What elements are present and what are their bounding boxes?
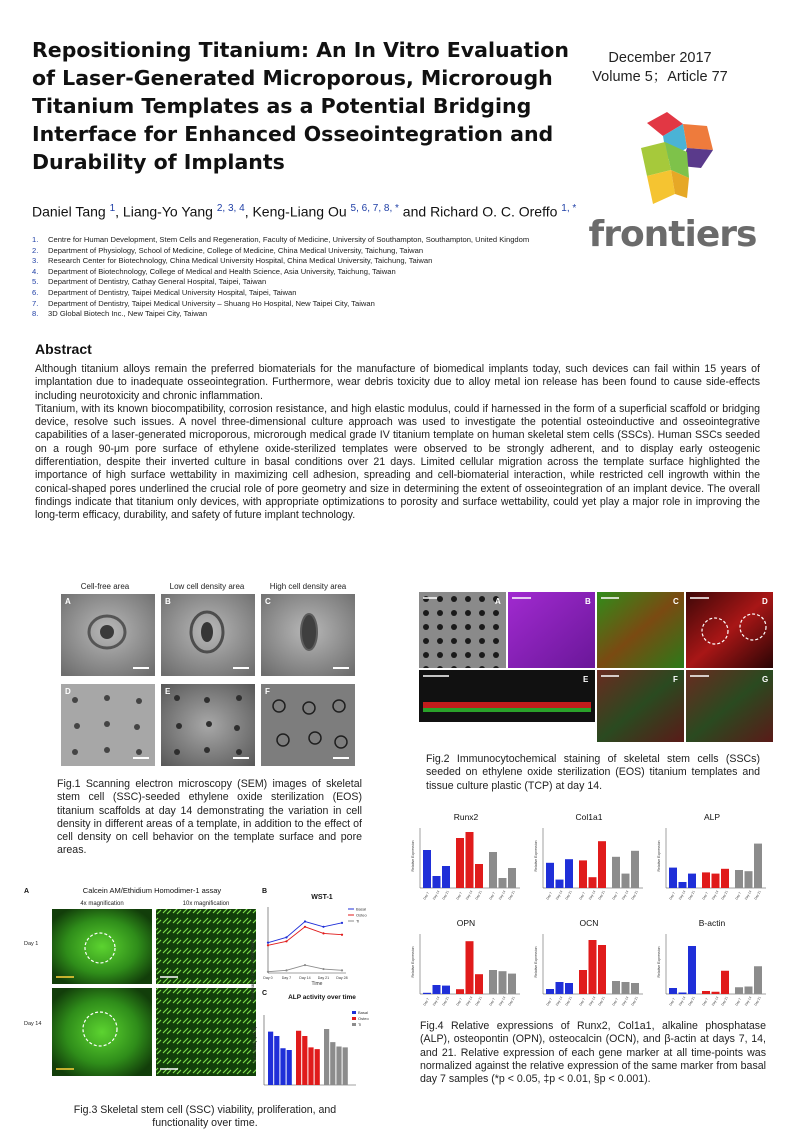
fig4-svg — [404, 808, 774, 1020]
gene-x-tick-label: Day 7 — [734, 891, 743, 901]
alp-bar — [280, 1048, 285, 1085]
gene-chart — [657, 918, 766, 1007]
wst1-series-line — [268, 922, 342, 943]
gene-bar — [598, 841, 606, 888]
gene-x-tick-label: Day 14 — [677, 889, 687, 901]
fig3-svg — [22, 885, 382, 1100]
gene-x-tick-label: Day 14 — [710, 889, 720, 901]
wst1-data-point — [267, 942, 269, 944]
gene-x-tick-label: Day 14 — [464, 889, 474, 901]
fig3-mag-label: 4x magnification — [80, 901, 124, 907]
gene-chart — [657, 812, 766, 901]
alp-bar — [268, 1032, 273, 1085]
affiliation-number: 3. — [32, 256, 39, 266]
wst1-data-point — [267, 971, 269, 973]
fig1-panel-letter: D — [65, 687, 71, 696]
fig1-panel-letter: C — [265, 597, 271, 606]
fig2-panel-letter: E — [583, 675, 589, 684]
sem-pore — [301, 614, 317, 650]
gene-chart-y-label: Relative Expression — [534, 946, 538, 978]
fig2-icc-grid — [419, 592, 773, 742]
gene-bar — [735, 987, 743, 994]
calcein-image-day1-4x — [52, 909, 152, 984]
gene-x-tick-label: Day 14 — [554, 995, 564, 1007]
calcein-image-day14-10x — [156, 988, 256, 1076]
gene-bar — [456, 838, 464, 888]
fig2-caption: Fig.2 Immunocytochemical staining of skeletal stem cells (SSCs) seeded on ethylene oxide sterilization (EOS) titanium templates and tissue culture plastic (TCP) at day 14. — [426, 753, 760, 792]
alp-legend-swatch — [352, 1017, 356, 1020]
wst1-chart — [263, 907, 367, 981]
gene-chart — [534, 812, 643, 901]
calcein-image-day1-10x — [156, 909, 256, 984]
gene-bar — [679, 882, 687, 888]
gene-chart-title: Runx2 — [453, 812, 479, 822]
gene-chart-y-label: Relative Expression — [657, 840, 661, 872]
affiliation-number: 2. — [32, 245, 39, 255]
gene-x-tick-label: Day 7 — [422, 997, 431, 1007]
gene-x-tick-label: Day 7 — [701, 891, 710, 901]
gene-x-tick-label: Day 21 — [720, 995, 729, 1007]
gene-x-tick-label: Day 14 — [743, 889, 753, 901]
gene-bar — [466, 832, 474, 888]
calcein-image-day14-4x — [52, 988, 152, 1076]
alp-y-axis-label: ALP activity (U/ml) — [252, 1026, 257, 1064]
gene-x-tick-label: Day 7 — [455, 997, 464, 1007]
fig3-panel-letter: C — [262, 990, 268, 997]
alp-bar — [274, 1036, 279, 1085]
gene-x-tick-label: Day 21 — [630, 889, 639, 901]
author-name: Keng-Liang Ou — [252, 203, 347, 220]
gene-bar — [579, 970, 587, 994]
alp-chart-title: ALP activity over time — [288, 994, 356, 1001]
gene-x-tick-label: Day 14 — [497, 889, 507, 901]
affiliation-text: Department of Dentistry, Taipei Medical University – Shuang Ho Hospital, New Taipei City, Taiwan — [48, 298, 375, 308]
gene-bar — [499, 878, 507, 888]
gene-x-tick-label: Day 21 — [507, 889, 516, 901]
wst1-series-line — [268, 927, 342, 945]
issue-info — [585, 49, 735, 87]
alp-bar — [308, 1047, 313, 1085]
frontiers-wordmark: frontiers — [588, 214, 757, 255]
alp-activity-chart — [264, 1010, 369, 1085]
wst1-x-tick-label: Day 21 — [317, 976, 330, 980]
author-separator: , — [115, 203, 123, 220]
fig1-panel-letter: A — [65, 597, 71, 606]
gene-bar — [556, 982, 564, 994]
gene-x-tick-label: Day 21 — [474, 889, 483, 901]
gene-x-tick-label: Day 14 — [710, 995, 720, 1007]
gene-x-tick-label: Day 7 — [578, 891, 587, 901]
gene-x-tick-label: Day 14 — [497, 995, 507, 1007]
gene-x-tick-label: Day 7 — [611, 997, 620, 1007]
fig4-gene-expression — [404, 808, 774, 1020]
gene-chart — [411, 812, 520, 901]
fig1-panel-letter: E — [165, 687, 171, 696]
affiliation-number: 4. — [32, 266, 39, 276]
gene-bar — [702, 872, 710, 888]
gene-bar — [499, 971, 507, 994]
gene-bar — [546, 863, 554, 888]
wst1-y-axis-label: Absorbance (OD = 450/690nm) — [250, 938, 255, 1002]
wst1-data-point — [322, 932, 324, 934]
affiliation-number: 7. — [32, 298, 39, 308]
gene-bar — [612, 857, 620, 888]
gene-x-tick-label: Day 21 — [597, 995, 606, 1007]
alp-bar — [296, 1031, 301, 1085]
abstract-body — [35, 363, 760, 523]
icc-image-f — [597, 670, 684, 742]
gene-bar — [754, 844, 762, 888]
fig1-sem-images — [57, 580, 357, 770]
icc-image-g — [686, 670, 773, 742]
fig2-panel-letter: A — [495, 597, 501, 606]
affiliation-item — [32, 246, 562, 257]
wst1-chart-title: WST-1 — [311, 894, 333, 901]
alp-bar — [330, 1042, 335, 1085]
icc-cross-section-red — [423, 702, 591, 708]
gene-bar — [565, 983, 573, 994]
fig1-sem-grid — [57, 580, 357, 770]
affiliation-text: Department of Dentistry, Taipei Medical University Hospital, Taipei, Taiwan — [48, 287, 297, 297]
gene-chart — [534, 918, 643, 1007]
affiliation-item — [32, 267, 562, 278]
frontiers-logo — [585, 108, 760, 253]
gene-chart-title: Col1a1 — [575, 812, 603, 822]
alp-legend-label: Osteo — [358, 1016, 369, 1021]
gene-chart-title: B-actin — [698, 918, 726, 928]
gene-x-tick-label: Day 14 — [743, 995, 753, 1007]
gene-bar — [721, 971, 729, 994]
gene-x-tick-label: Day 7 — [488, 997, 497, 1007]
fig2-panel-letter: B — [585, 597, 591, 606]
fig3-panel-letter: A — [24, 888, 30, 895]
gene-chart-y-label: Relative Expression — [657, 946, 661, 978]
fig3-caption: Fig.3 Skeletal stem cell (SSC) viability, proliferation, and functionality over time. — [73, 1104, 337, 1130]
icc-image-b — [508, 592, 595, 668]
gene-x-tick-label: Day 14 — [464, 995, 474, 1007]
gene-bar — [631, 851, 639, 888]
gene-bar — [423, 850, 431, 888]
gene-bar — [669, 868, 677, 888]
sem-image-f — [261, 684, 355, 766]
gene-bar — [546, 989, 554, 994]
author-list — [32, 203, 592, 220]
fig2-panel-letter: G — [762, 675, 769, 684]
affiliation-text: Centre for Human Development, Stem Cells and Regeneration, Faculty of Medicine, University of Southampton, Southampton, United Kingdom — [48, 235, 530, 244]
gene-bar — [688, 874, 696, 888]
gene-bar — [721, 869, 729, 888]
fig1-panel-letter: F — [265, 687, 270, 696]
fig2-icc-images — [419, 592, 773, 742]
gene-x-tick-label: Day 21 — [753, 995, 762, 1007]
fig1-panel-letter: B — [165, 597, 171, 606]
gene-x-tick-label: Day 21 — [630, 995, 639, 1007]
affiliation-text: Department of Dentistry, Cathay General Hospital, Taipei, Taiwan — [48, 277, 267, 287]
gene-x-tick-label: Day 21 — [474, 995, 483, 1007]
gene-bar — [622, 874, 630, 888]
wst1-data-point — [341, 969, 343, 971]
gene-chart-title: OCN — [579, 918, 599, 928]
gene-bar — [508, 974, 516, 994]
gene-chart-y-label: Relative Expression — [411, 840, 415, 872]
wst1-legend-label: Basal — [356, 906, 367, 912]
gene-x-tick-label: Day 7 — [422, 891, 431, 901]
gene-x-tick-label: Day 14 — [431, 889, 441, 901]
wst1-legend-label: Osteo — [356, 912, 367, 918]
gene-x-tick-label: Day 14 — [620, 995, 630, 1007]
icc-image-d — [686, 592, 773, 668]
author-name: Liang-Yo Yang — [122, 203, 213, 220]
author-affiliation-ref: 5, 6, 7, 8, * — [350, 203, 399, 214]
wst1-data-point — [341, 934, 343, 936]
gene-bar — [475, 864, 483, 888]
fig3-panel-letter: B — [262, 888, 268, 895]
gene-x-tick-label: Day 21 — [564, 995, 573, 1007]
alp-legend-swatch — [352, 1011, 356, 1014]
gene-bar — [442, 986, 450, 994]
fig1-col-title: Cell-free area — [80, 582, 130, 591]
wst1-data-point — [341, 922, 343, 924]
affiliation-number: 5. — [32, 277, 39, 287]
gene-bar — [489, 852, 497, 888]
gene-bar — [508, 868, 516, 888]
gene-x-tick-label: Day 7 — [545, 891, 554, 901]
author-name: Daniel Tang — [32, 203, 106, 220]
wst1-x-tick-label: Day 28 — [336, 976, 348, 980]
gene-bar — [466, 941, 474, 994]
affiliation-item — [32, 299, 562, 310]
gene-chart-y-label: Relative Expression — [534, 840, 538, 872]
gene-x-tick-label: Day 14 — [677, 995, 687, 1007]
gene-bar — [688, 946, 696, 994]
gene-bar — [598, 945, 606, 994]
abstract-paragraph: Although titanium alloys remain the preferred biomaterials for the manufacture of biomedical implants today, such devices can fail within 15 years of implantation due to inadequate osseointegration. Furthermore, wear debris toxicity due to alloy metal ion release has been found to cause side-effects including neurotoxicity and chronic inflammation. — [35, 363, 760, 402]
gene-bar — [565, 859, 573, 888]
gene-x-tick-label: Day 7 — [488, 891, 497, 901]
alp-legend-swatch — [352, 1023, 356, 1026]
wst1-legend-label: Ti — [356, 918, 360, 924]
wst1-data-point — [322, 968, 324, 970]
wst1-data-point — [285, 969, 287, 971]
gene-x-tick-label: Day 14 — [587, 995, 597, 1007]
author-separator: and — [398, 203, 431, 220]
author-affiliation-ref: 2, 3, 4 — [216, 203, 245, 214]
sem-pore-center — [100, 625, 114, 639]
gene-bar — [712, 992, 720, 994]
alp-bar — [287, 1050, 292, 1085]
wst1-data-point — [285, 940, 287, 942]
gene-bar — [475, 974, 483, 994]
gene-x-tick-label: Day 21 — [597, 889, 606, 901]
gene-x-tick-label: Day 21 — [507, 995, 516, 1007]
wst1-data-point — [322, 926, 324, 928]
wst1-data-point — [304, 926, 306, 928]
icc-image-a — [419, 592, 506, 668]
fig3-mag-label: 10x magnification — [182, 901, 230, 907]
gene-x-tick-label: Day 7 — [701, 997, 710, 1007]
gene-bar — [735, 870, 743, 888]
fig3-panel-a-title: Calcein AM/Ethidium Homodimer-1 assay — [82, 886, 222, 895]
gene-x-tick-label: Day 7 — [668, 997, 677, 1007]
wst1-x-tick-label: Day 7 — [281, 976, 292, 980]
affiliation-item — [32, 309, 562, 320]
alp-bar — [343, 1047, 348, 1085]
gene-x-tick-label: Day 7 — [734, 997, 743, 1007]
gene-bar — [712, 874, 720, 888]
icc-cross-section-green — [423, 708, 591, 712]
gene-x-tick-label: Day 14 — [431, 995, 441, 1007]
affiliation-number: 6. — [32, 287, 39, 297]
frontiers-cube-icon — [625, 108, 725, 213]
gene-chart — [411, 918, 520, 1007]
affiliation-number: 1. — [32, 235, 39, 244]
gene-x-tick-label: Day 14 — [587, 889, 597, 901]
affiliation-item — [32, 235, 562, 246]
affiliation-text: Department of Physiology, School of Medicine, College of Medicine, China Medical University, Taichung, Taiwan — [48, 245, 424, 255]
gene-bar — [456, 989, 464, 994]
fig2-panel-letter: C — [673, 597, 679, 606]
fig3-row-label: Day 1 — [24, 941, 39, 947]
gene-x-tick-label: Day 14 — [620, 889, 630, 901]
fig2-panel-letter: F — [673, 675, 678, 684]
gene-bar — [754, 966, 762, 994]
gene-bar — [612, 981, 620, 994]
fig1-col-title: High cell density area — [269, 582, 347, 591]
wst1-x-tick-label: Day 0 — [263, 976, 273, 980]
gene-bar — [631, 983, 639, 994]
gene-bar — [745, 987, 753, 995]
affiliation-item — [32, 277, 562, 288]
gene-bar — [745, 871, 753, 888]
gene-x-tick-label: Day 7 — [545, 997, 554, 1007]
gene-bar — [702, 991, 710, 994]
affiliation-item — [32, 288, 562, 299]
gene-x-tick-label: Day 7 — [455, 891, 464, 901]
author-affiliation-ref: 1, * — [561, 203, 577, 214]
alp-bar — [336, 1047, 341, 1086]
author-name: Richard O. C. Oreffo — [430, 203, 558, 220]
alp-legend-label: Basal — [358, 1010, 369, 1015]
abstract-heading: Abstract — [35, 341, 92, 357]
gene-bar — [669, 988, 677, 994]
gene-bar — [579, 860, 587, 888]
affiliation-text: 3D Global Biotech Inc., New Taipei City, Taiwan — [48, 309, 208, 319]
wst1-data-point — [304, 920, 306, 922]
issue-date: December 2017 — [608, 50, 712, 66]
gene-x-tick-label: Day 21 — [687, 889, 696, 901]
gene-x-tick-label: Day 21 — [564, 889, 573, 901]
gene-x-tick-label: Day 21 — [753, 889, 762, 901]
alp-bar — [324, 1029, 329, 1085]
author-affiliation-ref: 1 — [109, 203, 116, 214]
fig3-figure — [22, 885, 382, 1100]
gene-x-tick-label: Day 21 — [687, 995, 696, 1007]
alp-legend-label: Ti — [358, 1022, 362, 1027]
alp-bar — [302, 1036, 307, 1085]
wst1-x-axis-label: Time — [311, 981, 323, 987]
affiliation-text: Research Center for Biotechnology, China Medical University Hospital, China Medical University, Taichung, Taiwan — [48, 256, 433, 266]
gene-x-tick-label: Day 7 — [611, 891, 620, 901]
gene-x-tick-label: Day 7 — [578, 997, 587, 1007]
gene-bar — [423, 993, 431, 994]
fig1-col-title: Low cell density area — [169, 582, 245, 591]
affiliation-item — [32, 256, 562, 267]
wst1-data-point — [285, 936, 287, 938]
issue-volume: Volume 5；Article 77 — [592, 69, 728, 85]
fig2-panel-letter: D — [762, 597, 768, 606]
gene-x-tick-label: Day 14 — [554, 889, 564, 901]
fig3-row-label: Day 14 — [24, 1021, 42, 1027]
affiliation-list — [32, 235, 562, 320]
author-separator: , — [244, 203, 253, 220]
gene-x-tick-label: Day 21 — [441, 995, 450, 1007]
gene-bar — [433, 985, 441, 994]
gene-x-tick-label: Day 21 — [720, 889, 729, 901]
alp-bar — [315, 1049, 320, 1085]
gene-bar — [679, 993, 687, 995]
paper-title: Repositioning Titanium: An In Vitro Evaluation of Laser-Generated Microporous, Microrough Titanium Templates as a Potential Bridging Interface for Enhanced Osseointegration and Durability of Implants — [32, 38, 569, 174]
gene-x-tick-label: Day 7 — [668, 891, 677, 901]
abstract-paragraph: Titanium, with its known biocompatibility, corrosion resistance, and high elastic modulus, could if harnessed in the form of a superficial scaffold or bridging device, resolve such issues. A novel three-dimensional culture approach was used to investigate the potential osteoinductive and osseointegrative capabilities of a laser-generated microporous, microrough medical grade IV titanium template on human skeletal stem cells (SSCs). Human SSCs seeded on a rough 90-μm pore surface of ethylene oxide-sterilized templates were observed to be strongly adherent, and to display early osteogenic differentiation, despite their inverted culture in basal conditions over 21 days. Limited cellular migration across the template surface highlighted the importance of high surface wettability in maximizing cell adhesion, spreading and cell-biomaterial interaction, while restricted cell ingrowth within the conical-shaped pores underlined the crucial role of pore geometry and size in determining the extent of osseointegration of an implant device. The overall findings indicate that titanium only devices, with appropriate optimizations to porosity and surface wettability, could yet play a major role in improving the long-term efficacy, durability, and safety of future implant technology. — [35, 402, 760, 522]
affiliation-text: Department of Biotechnology, College of Medical and Health Science, Asia University, Taichung, Taiwan — [48, 266, 396, 276]
gene-chart-y-label: Relative Expression — [411, 946, 415, 978]
fig1-caption: Fig.1 Scanning electron microscopy (SEM) images of skeletal stem cell (SSC)-seeded ethylene oxide sterilization (EOS) titanium scaffolds at day 14 demonstrating the variation in cell density in different areas of a template, in addition to the effect of cell density on cell behavior on the template surface and pore areas. — [57, 778, 362, 857]
gene-bar — [589, 940, 597, 994]
gene-bar — [489, 970, 497, 994]
wst1-data-point — [304, 964, 306, 966]
wst1-x-tick-label: Day 14 — [299, 976, 311, 980]
gene-chart-title: OPN — [456, 918, 476, 928]
icc-image-c — [597, 592, 684, 668]
gene-x-tick-label: Day 21 — [441, 889, 450, 901]
wst1-data-point — [267, 944, 269, 946]
gene-bar — [442, 866, 450, 888]
gene-bar — [622, 982, 630, 994]
gene-bar — [556, 880, 564, 888]
icc-image-e — [419, 670, 595, 722]
sem-pore-center — [201, 622, 213, 642]
gene-bar — [433, 876, 441, 888]
gene-bar — [589, 877, 597, 888]
affiliation-number: 8. — [32, 309, 39, 319]
gene-chart-title: ALP — [703, 812, 721, 822]
fig4-caption: Fig.4 Relative expressions of Runx2, Col1a1, alkaline phosphatase (ALP), osteopontin (OPN), osteocalcin (OCN), and β-actin at days 7, 14, and 21. Relative expression of each gene marker at all time-points was normalized against the relative expression of the same marker from basal day 7 samples (*p < 0.05, ‡p < 0.01, §p < 0.001). — [420, 1020, 766, 1086]
